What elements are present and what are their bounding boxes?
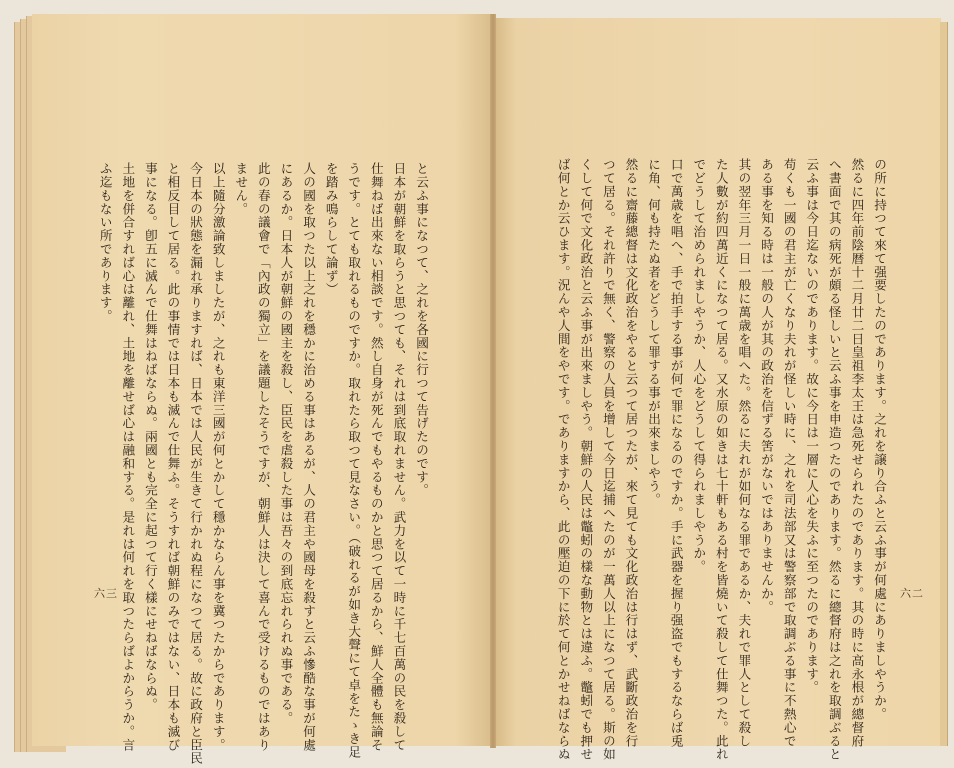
book-gutter (490, 14, 496, 748)
text-column: うです。とても取れるものですか。取れたら取つて見なさい。（破れるが如き大聲にて卓をたゝき足 (346, 162, 362, 759)
page-number: 六二 (900, 587, 924, 600)
text-column: ある事を知る時は一般の人が其の政治を信ずる筈がないではありませんか。 (759, 158, 775, 614)
text-column: くして何で文化政治と云ふ事が出來ましやう。朝鮮の人民は鼈蚓の樣な動物とは違ふ。鼈蚓でも押せ (578, 158, 594, 761)
text-column: にあるか。日本人が朝鮮の國主を殺し、臣民を虐殺した事は吾々の到底忘れられぬ事である。 (278, 162, 294, 725)
text-column: 日本が朝鮮を取らうと思つても、それは到底取れません。武力を以て一時に千七百萬の民を殺して (391, 162, 407, 752)
text-column: 口で萬歳を唱へ、手で拍手する事が何で罪になるのですか。手に武器を握り强盗でもするならば兎 (668, 158, 684, 748)
text-column: 以上隨分激論致しましたが、之れも東洋三國が何とかして穩かならん事を冀つたからであります。 (210, 162, 226, 752)
text-column: 然るに四年前陰暦十二月廿二日皇祖李太王は急死せられたのであります。其の時に高永根が總督府 (849, 158, 865, 748)
right-page-text (525, 158, 890, 761)
text-column: 土地を併合すれば心は離れ、土地を離せば心は融和する。是れは何れを取つたらばよからうか。言 (120, 162, 136, 752)
text-column: を踏み鳴らして論ず） (323, 162, 339, 296)
text-column: 苟くも一國の君主が亡くなり夫れが怪しい時に、之れを司法部又は警察部で取調ぶる事に不熱心で (781, 158, 797, 748)
page-number: 六三 (94, 587, 118, 600)
page-stack-edge-right (940, 22, 948, 746)
text-column: へ書面で其の病死が頗る怪しいと云ふ事を申造つたのであります。然るに總督府は之れを取調ぶると (826, 158, 842, 761)
text-column: 云ふ事は今日迄ないのであります。故に今日は一層に人心を失ふに至つたのであります。 (804, 158, 820, 694)
text-column: 人の國を取つた以上之れを穩かに治める事はあるが、人の君主や國母を殺すと云ふ慘酷な事が何處 (301, 162, 317, 752)
text-column: た人數が約四萬近くになつて居る。又水原の如きは七十軒もある村を皆燒いて殺して仕舞つた。此れ (713, 158, 729, 761)
text-column: に角、何も持たぬ者をどうして罪する事が出來ましやう。 (646, 158, 662, 507)
text-column: つて居る。それ許りで無く、警察の人員を增して今日迄捕へたのが一萬人以上になつて居る。斯の如 (600, 158, 616, 761)
text-column: 其の翌年三月一日一般に萬歳を唱へた。然るに夫れが如何なる罪であるか、夫れで罪人として殺し (736, 158, 752, 748)
text-column: ふ迄もない所であります。 (97, 162, 113, 323)
text-column: でどうして治められましやうか、人心をどうして得られましやうか。 (691, 158, 707, 574)
text-column: の所に持つて來て强要したのであります。之れを譲り合ふと云ふ事が何處にありましやうか。 (872, 158, 887, 721)
text-column: と云ふ事になつて、之れを各國に行つて告げたのです。 (414, 162, 429, 497)
text-column: 然るに齋藤總督は文化政治をやると云つて居つたが、來て見ても文化政治は行はず、武斷政治を行 (623, 158, 639, 748)
text-column: 事になる。卽五に滅んで仕舞はねばならぬ。兩國とも完全に起つて行く樣にせねばならぬ。 (142, 162, 158, 712)
text-column: 此の春の議會で「內政の獨立」を議題したそうですが、朝鮮人は決して喜んで受けるものではあり (255, 162, 271, 752)
text-column: 仕舞ねば出來ない相談です。然し自身が死んでもやるものかと思つて居るから、鮮人全體も無論そ (368, 162, 384, 752)
text-column: ません。 (233, 162, 249, 216)
text-column: 今日本の狀態を漏れ承りますれば、日本では人民が生きて行かれぬ程になつて居る。故に政府と臣民 (188, 162, 204, 765)
text-column: と相反目して居る。此の事情では日本も滅んで仕舞ふ。そうすれば朝鮮のみではない、日本も滅び (165, 162, 181, 752)
text-column: ば何とか云ひます。況んや人間をやです。でありますから、此の壓迫の下に於て何とかせねばならぬ (555, 158, 571, 761)
